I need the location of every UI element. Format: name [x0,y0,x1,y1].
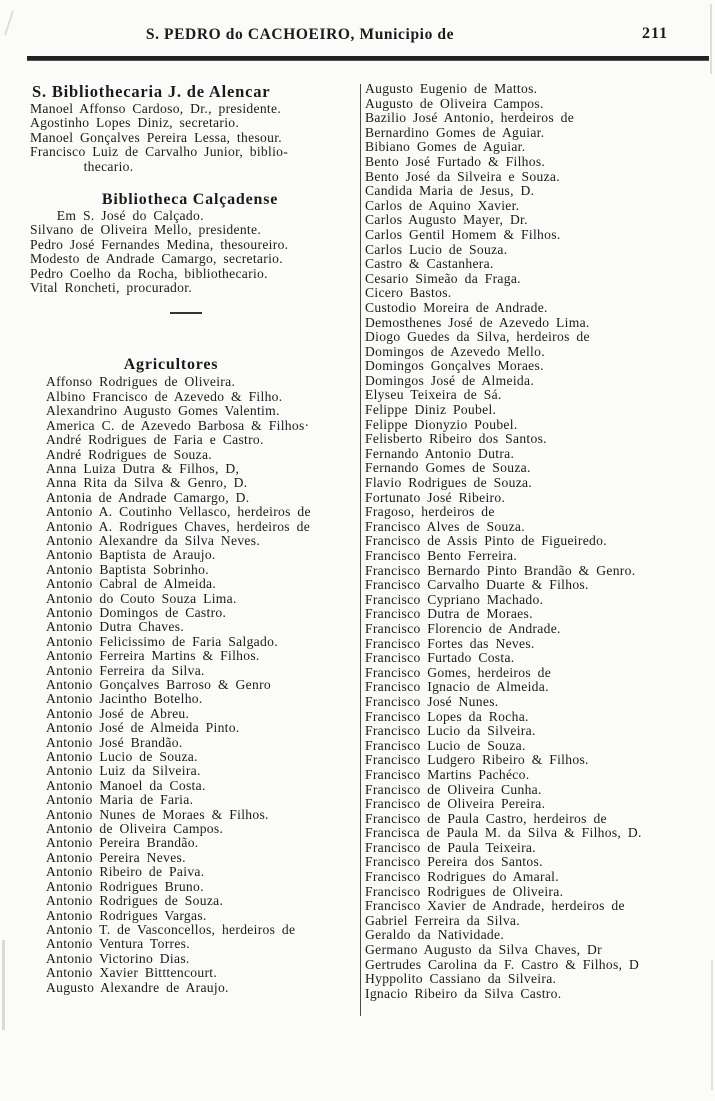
name-line: Antonio Maria de Faria. [46,792,194,808]
name-line: Bibiano Gomes de Aguiar. [365,139,526,155]
name-line: André Rodrigues de Faria e Castro. [46,432,264,448]
name-line: Antonio Gonçalves Barroso & Genro [46,677,272,692]
name-line: Antonio Ferreira da Silva. [46,662,205,678]
name-line: Antonio Rodrigues de Souza. [46,893,224,909]
name-line: Castro & Castanhera. [365,256,494,272]
member-line: Agostinho Lopes Diniz, secretario. [30,115,240,131]
name-line: Antonio do Couto Souza Lima. [46,590,237,606]
agricultores-name-list-continued [365,82,713,1001]
name-line: Francisco Florencio de Andrade. [365,620,561,636]
member-line: Manoel Affonso Cardoso, Dr., presidente. [30,101,282,116]
name-line: Antonio de Oliveira Campos. [46,821,224,837]
member-line: Em S. José do Calçado. [30,208,204,224]
name-line: Alexandrino Augusto Gomes Valentim. [46,403,280,419]
name-line: Antonio José de Almeida Pinto. [46,720,240,736]
name-line: Francisco Gomes, herdeiros de [365,664,552,680]
name-line: Antonio Cabral de Almeida. [46,576,217,592]
header-rule [27,56,709,61]
name-line: Francisco Pereira dos Santos. [365,854,543,870]
name-line: Francisco Lucio de Souza. [365,737,526,753]
name-line: Francisco Ignacio de Almeida. [365,679,549,695]
column-divider-rule [360,84,361,1016]
name-line: Francisco Bernardo Pinto Brandão & Genro. [365,562,636,578]
name-line: Anna Rita da Silva & Genro, D. [46,475,248,491]
name-line: Domingos Gonçalves Moraes. [365,358,544,374]
name-line: America C. de Azevedo Barbosa & Filhos· [46,417,310,433]
name-line: Domingos José de Almeida. [365,372,535,388]
name-line: Francisco de Paula Castro, herdeiros de [365,810,607,826]
name-line: Gabriel Ferreira da Silva. [365,912,520,928]
name-line: Francisco Martins Pachéco. [365,766,530,782]
name-line: Francisco Carvalho Duarte & Filhos. [365,577,589,593]
scan-artifact [2,940,5,1030]
name-line: Antonio Alexandre da Silva Neves. [46,532,261,548]
name-line: Antonio Jacintho Botelho. [46,691,203,707]
name-line: Felippe Dionyzio Poubel. [365,416,518,432]
name-line: Diogo Guedes da Silva, herdeiros de [365,329,590,345]
name-line: Francisco Fortes das Neves. [365,635,535,651]
name-line: Augusto Eugenio de Mattos. [365,82,538,96]
name-line: Antonio Ribeiro de Paiva. [46,864,205,880]
name-line: Gertrudes Carolina da F. Castro & Filhos, D [365,956,640,972]
name-line: Domingos de Azevedo Mello. [365,343,545,359]
name-line: Augusto de Oliveira Campos. [365,95,544,111]
member-line: Vital Roncheti, procurador. [30,280,193,296]
name-line: Bento José da Silveira e Souza. [365,168,560,184]
name-line: Francisco de Oliveira Pereira. [365,796,546,812]
name-line: Francisco Lopes da Rocha. [365,708,529,724]
name-line: Ignacio Ribeiro da Silva Castro. [365,985,562,1001]
name-line: Antonio Luiz da Silveira. [46,763,201,779]
name-line: Francisco de Paula Teixeira. [365,839,536,855]
section-heading-calcadense: Bibliotheca Calçadense [101,191,279,209]
name-line: André Rodrigues de Souza. [46,446,212,462]
name-line: Antonio T. de Vasconcellos, herdeiros de [46,921,296,937]
name-line: Antonio A. Coutinho Vellasco, herdeiros de [46,504,311,520]
name-line: Fortunato José Ribeiro. [365,489,506,505]
name-line: Demosthenes José de Azevedo Lima. [365,314,590,330]
name-line: Augusto Alexandre de Araujo. [46,979,229,995]
name-line: Antonio Baptista de Araujo. [46,547,216,563]
name-line: Antonio Ventura Torres. [46,936,190,952]
name-line: Fragoso, herdeiros de [365,504,495,520]
scan-artifact [710,4,712,74]
name-line: Antonio José Brandão. [46,734,183,750]
scan-artifact [711,960,713,1090]
name-line: Francisco de Assis Pinto de Figueiredo. [365,533,607,549]
name-line: Antonio Ferreira Martins & Filhos. [46,648,260,664]
name-line: Germano Augusto da Silva Chaves, Dr [365,942,602,958]
name-line: Hyppolito Cassiano da Silveira. [365,971,557,987]
name-line: Cesario Simeão da Fraga. [365,270,521,286]
name-line: Antonia de Andrade Camargo, D. [46,489,250,505]
page-number: 211 [642,25,669,42]
member-line: thecario. [30,158,134,174]
name-line: Antonio Nunes de Moraes & Filhos. [46,806,269,822]
name-line: Antonio Rodrigues Vargas. [46,907,207,923]
scan-artifact [4,10,14,35]
name-line: Antonio Pereira Brandão. [46,835,199,851]
member-line: Pedro Coelho da Rocha, bibliothecario. [30,265,268,281]
name-line: Bento José Furtado & Filhos. [365,153,546,169]
name-line: Albino Francisco de Azevedo & Filho. [46,388,283,404]
name-line: Fernando Antonio Dutra. [365,445,515,461]
name-line: Bazilio José Antonio, herdeiros de [365,110,575,126]
section-divider-dash [170,312,202,314]
right-column [365,82,713,1022]
name-line: Antonio Victorino Dias. [46,950,190,966]
name-line: Francisco de Oliveira Cunha. [365,781,542,797]
running-title: S. PEDRO do CACHOEIRO, Municipio de [145,26,455,43]
name-line: Francisco Rodrigues do Amaral. [365,869,559,885]
name-line: Antonio Lucio de Souza. [46,749,198,765]
name-line: Affonso Rodrigues de Oliveira. [46,374,236,390]
name-line: Fernando Gomes de Souza. [365,460,531,476]
name-line: Flavio Rodrigues de Souza. [365,475,533,491]
name-line: Antonio Pereira Neves. [46,849,186,865]
name-line: Anna Luiza Dutra & Filhos, D, [46,460,240,476]
agricultores-name-list [30,375,361,994]
name-line: Francisco José Nunes. [365,693,499,709]
calcadense-member-list [30,209,361,295]
name-line: Antonio Felicissimo de Faria Salgado. [46,633,278,649]
name-line: Francisca de Paula M. da Silva & Filhos, D. [365,825,642,841]
name-line: Antonio A. Rodrigues Chaves, herdeiros de [46,518,311,534]
name-line: Francisco Alves de Souza. [365,518,525,534]
name-line: Carlos Augusto Mayer, Dr. [365,212,528,228]
name-line: Antonio Manoel da Costa. [46,777,206,793]
name-line: Francisco Bento Ferreira. [365,548,518,563]
name-line: Elyseu Teixeira de Sá. [365,387,502,403]
name-line: Francisco Ludgero Ribeiro & Filhos. [365,752,589,768]
member-line: Silvano de Oliveira Mello, presidente. [30,222,262,238]
name-line: Francisco Dutra de Moraes. [365,606,533,622]
bibliothecaria-member-list [30,102,361,174]
member-line: Francisco Luiz de Carvalho Junior, biblio- [30,144,289,160]
name-line: Francisco Xavier de Andrade, herdeiros de [365,898,625,914]
left-column [30,82,361,1072]
section-heading-bibliothecaria: S. Bibliothecaria J. de Alencar [32,82,271,101]
name-line: Antonio Domingos de Castro. [46,604,227,620]
name-line: Bernardino Gomes de Aguiar. [365,124,545,140]
name-line: Antonio Dutra Chaves. [46,619,185,635]
name-line: Cicero Bastos. [365,285,452,301]
name-line: Antonio José de Abreu. [46,705,190,721]
name-line: Custodio Moreira de Andrade. [365,299,548,315]
name-line: Carlos Gentil Homem & Filhos. [365,226,561,242]
name-line: Antonio Baptista Sobrinho. [46,561,209,577]
name-line: Carlos de Aquino Xavier. [365,197,520,213]
section-heading-agricultores: Agricultores [123,356,219,374]
name-line: Felippe Diniz Poubel. [365,402,497,418]
name-line: Francisco Lucio da Silveira. [365,723,536,739]
name-line: Francisco Cypriano Machado. [365,591,544,607]
name-line: Antonio Xavier Bitttencourt. [46,965,218,981]
name-line: Carlos Lucio de Souza. [365,241,508,257]
name-line: Francisco Furtado Costa. [365,650,515,666]
name-line: Felisberto Ribeiro dos Santos. [365,431,547,447]
name-line: Antonio Rodrigues Bruno. [46,878,204,894]
name-line: Geraldo da Natividade. [365,927,505,943]
member-line: Modesto de Andrade Camargo, secretario. [30,251,283,267]
member-line: Manoel Gonçalves Pereira Lessa, thesour. [30,129,282,145]
name-line: Francisco Rodrigues de Oliveira. [365,883,564,899]
member-line: Pedro José Fernandes Medina, thesoureiro. [30,236,289,252]
name-line: Candida Maria de Jesus, D. [365,183,535,199]
